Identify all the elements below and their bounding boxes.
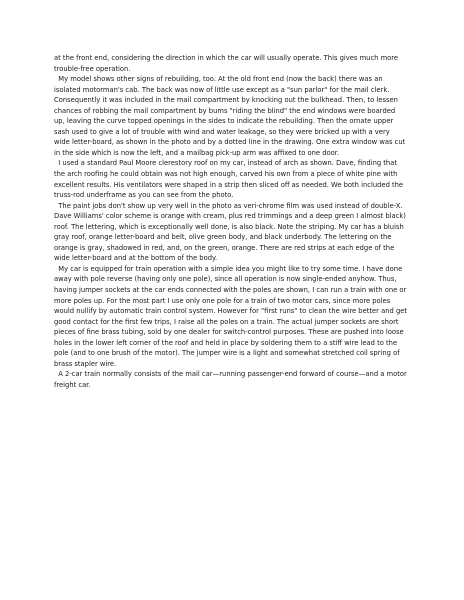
text-line: wide letter-board, as shown in the photo and by a dotted line in the drawing. One extra window was cut	[54, 138, 406, 147]
text-line: more poles up. For the most part I use only one pole for a train of two motor cars, since more poles	[54, 296, 391, 305]
text-line: pole (and to one brush of the motor). The jumper wire is a light and somewhat stretched coil spring of	[54, 349, 400, 358]
text-line: truss-rod underframe as you can see from the photo.	[54, 191, 234, 200]
text-line: chances of robbing the mail compartment by bums "riding the blind" the end windows were boarded	[54, 106, 396, 115]
body-text	[54, 53, 422, 391]
text-line: brass stapler wire.	[54, 359, 117, 368]
text-line: up, leaving the curve topped openings in the sides to indicate the rebuilding. Then the ornate upper	[54, 117, 394, 126]
text-line: My model shows other signs of rebuilding, too. At the old front end (now the back) there was an	[54, 75, 383, 84]
text-line: gray roof, orange letter-board and belt, olive green body, and black underbody. The lettering on the	[54, 233, 392, 242]
text-line: excellent results. His ventilators were shaped in a strip then sliced off as needed. We both included the	[54, 180, 404, 189]
text-line: freight car.	[54, 380, 91, 389]
text-line: My car is equipped for train operation with a simple idea you might like to try some time. I have done	[54, 264, 403, 273]
text-line: would nullify by automatic train control system. However for "first runs" to clean the wire better and get	[54, 307, 408, 316]
text-line: isolated motorman's cab. The back was now of little use except as a "sun parlor" for the mail clerk.	[54, 85, 390, 94]
text-line: roof. The lettering, which is exceptionally well done, is also black. Note the striping. My car has a bluish	[54, 222, 404, 231]
text-line: orange is gray, shadowed in red, and, on the green, orange. There are red strips at each edge of the	[54, 243, 395, 252]
text-line: Dave Williams' color scheme is orange with cream, plus red trimmings and a deep green I almost black)	[54, 212, 406, 221]
text-line: trouble-free operation.	[54, 64, 131, 73]
text-line: in the side which is now the left, and a mailbag pick-up arm was affixed to one door.	[54, 148, 340, 157]
text-line: away with pole reverse (having only one pole), since all operation is now single-ended anyhow. Thus,	[54, 275, 397, 284]
text-line: sash used to give a lot of trouble with wind and water leakage, so they were bricked up with a very	[54, 127, 390, 136]
text-line: the arch roofing he could obtain was not high enough, carved his own from a piece of white pine with	[54, 170, 398, 179]
text-line: having jumper sockets at the car ends connected with the poles are shown, I can run a train with one or	[54, 286, 407, 295]
text-line: wide letter-board and at the bottom of the body.	[54, 254, 218, 263]
text-line: The paint jobs don't show up very well in the photo as veri-chrome film was used instead of double-X.	[54, 201, 403, 210]
text-line: pieces of fine brass tubing, sold by one dealer for switch-control purposes. These are pushed into loose	[54, 328, 404, 337]
text-line: good contact for the first few trips, I raise all the poles on a train. The actual jumper sockets are short	[54, 317, 399, 326]
text-line: at the front end, considering the direction in which the car will usually operate. This gives much more	[54, 54, 399, 62]
text-line: I used a standard Paul Moore clerestory roof on my car, instead of arch as shown. Dave, finding that	[54, 159, 397, 168]
text-line: holes in the lower left corner of the roof and held in place by soldering them to a stiff wire lead to the	[54, 338, 398, 347]
text-line: Consequently it was included in the mail compartment by knocking out the bulkhead. Then, to lessen	[54, 96, 398, 105]
text-line: A 2-car train normally consists of the mail car—running passenger-end forward of course—and a motor	[54, 370, 407, 379]
